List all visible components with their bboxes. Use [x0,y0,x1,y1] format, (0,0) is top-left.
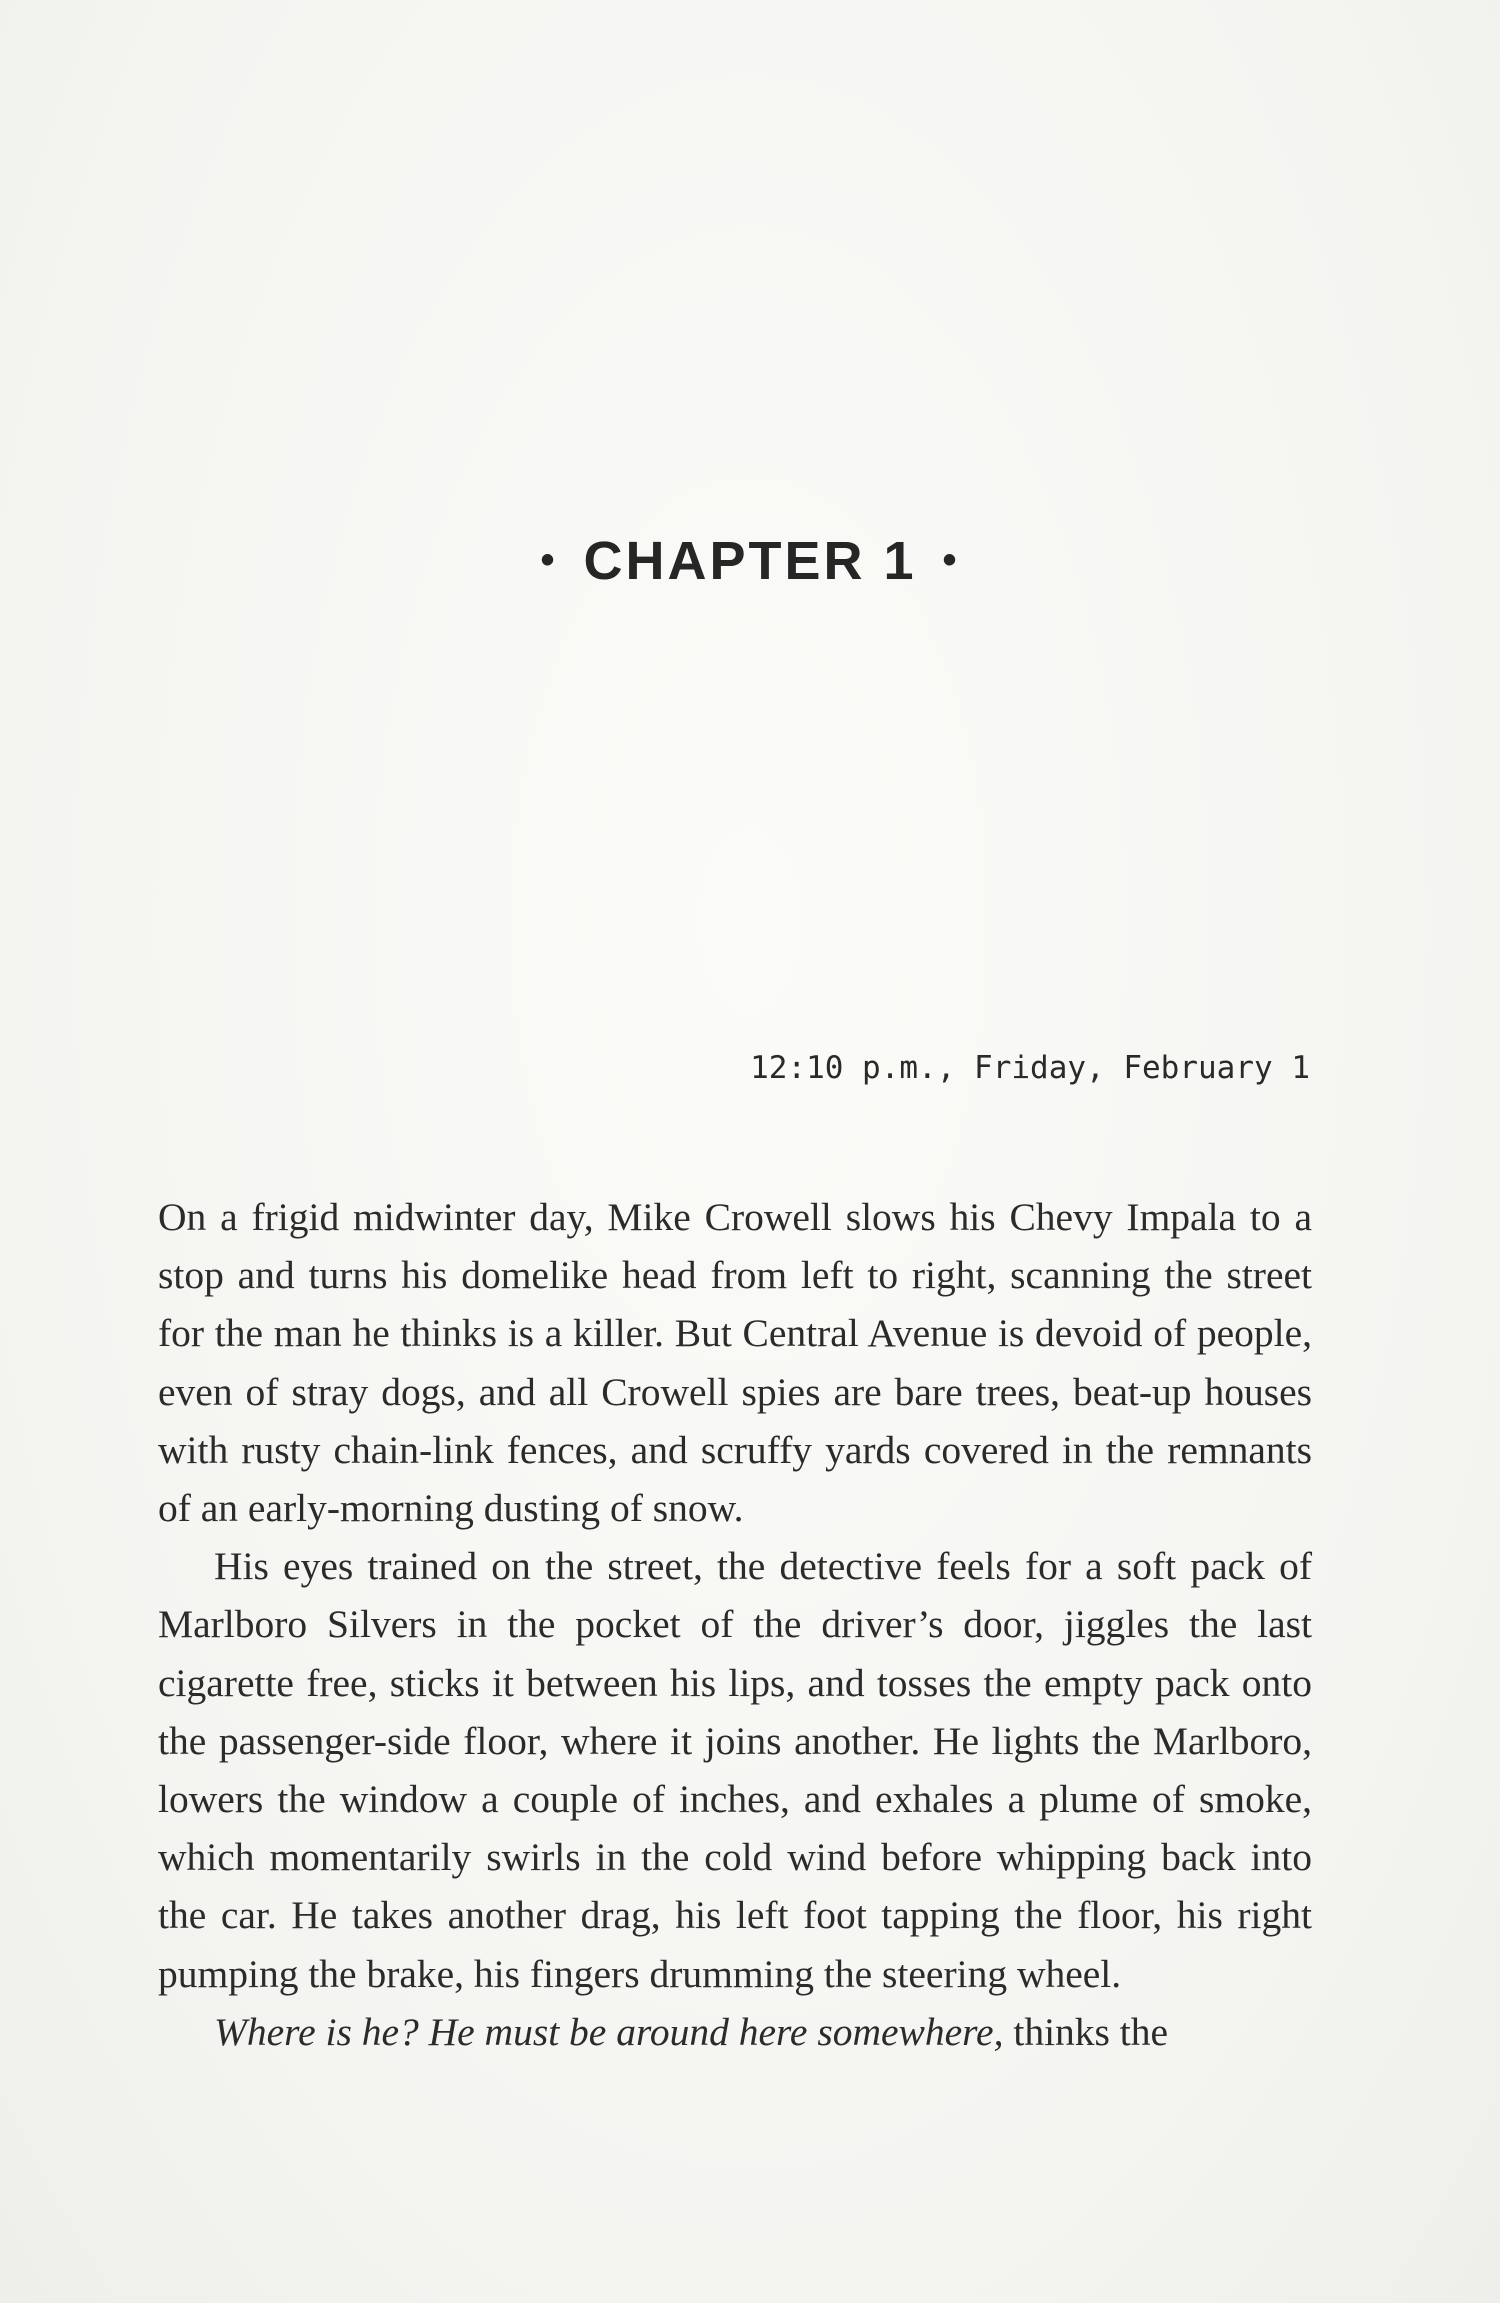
paragraph-3-text: thinks the [1003,2009,1169,2054]
paragraph-3-italic-thought: Where is he? He must be around here somewhere, [214,2009,1004,2054]
body-text [158,1188,1312,2061]
bullet-left: • [540,538,558,583]
bullet-right: • [942,538,960,583]
scene-timestamp: 12:10 p.m., Friday, February 1 [750,1050,1310,1086]
chapter-title: CHAPTER 1 [583,531,917,591]
paragraph-2: His eyes trained on the street, the detective feels for a soft pack of Marlboro Silvers in the pocket of the driver’s door, jiggles the last cigarette free, sticks it between his lips, and tosses the empty pack onto the passenger-side floor, where it joins another. He lights the Marlboro, lowers the window a couple of inches, and exhales a plume of smoke, which momentarily swirls in the cold wind before whipping back into the car. He takes another drag, his left foot tapping the floor, his right pumping the brake, his fingers drumming the steering wheel. [158,1544,1312,1996]
paragraph-1: On a frigid midwinter day, Mike Crowell slows his Chevy Impala to a stop and turns his domelike head from left to right, scanning the street for the man he thinks is a killer. But Central Avenue is devoid of people, even of stray dogs, and all Crowell spies are bare trees, beat-up houses with rusty chain-link fences, and scruffy yards covered in the remnants of an early-morning dusting of snow. [158,1195,1312,1531]
chapter-heading [0,530,1500,592]
paragraph-3 [158,2003,1312,2061]
